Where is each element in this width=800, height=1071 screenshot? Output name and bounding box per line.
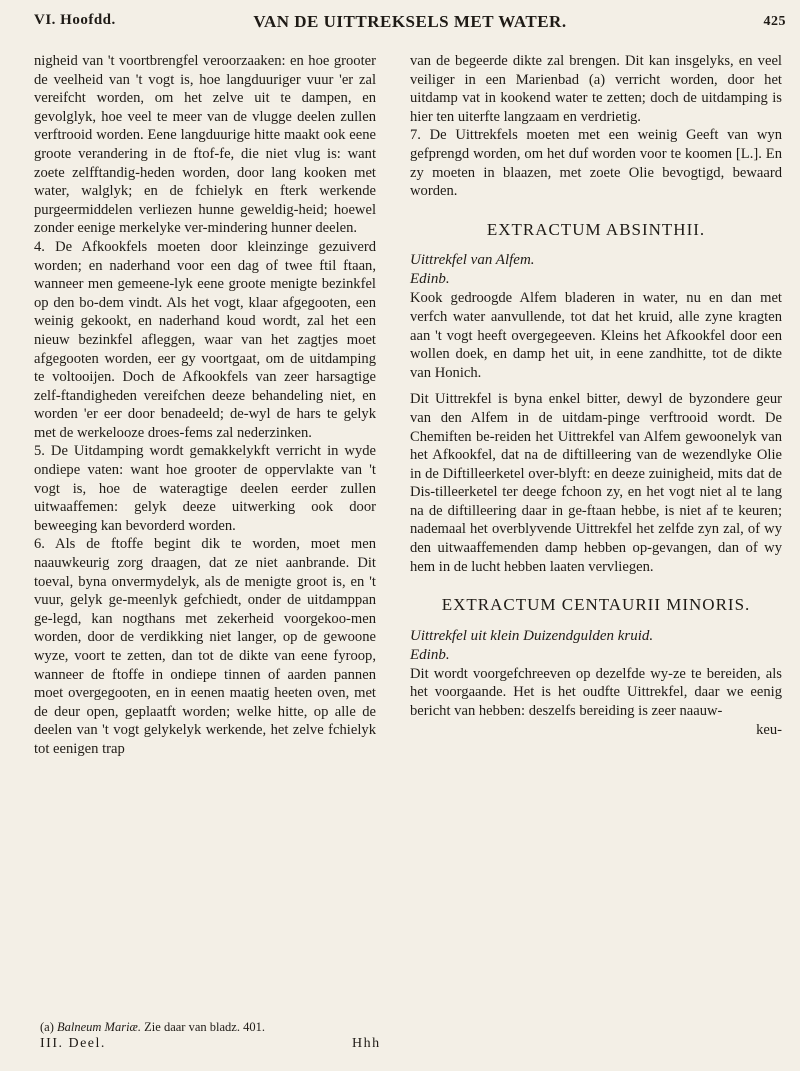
page-number: 425 (763, 14, 786, 29)
section-title: VAN DE UITTREKSELS MET WATER. (253, 12, 567, 31)
right-column (410, 52, 782, 739)
recipe-paragraph: Kook gedroogde Alfem bladeren in water, nu en dan met verfch water aanvullende, tot dat het kruid, alle zyne kragten aan 't vogt heeft overgegeeven. Kleins het Afkookfel door een wollen doek, en damp het uit, in eene zandhitte, tot de dikte van Honich. (410, 290, 782, 381)
running-head (34, 10, 786, 32)
extract-heading-absinthii: EXTRACTUM ABSINTHII. (486, 219, 706, 239)
footnote (40, 1020, 740, 1035)
footnote-marker: (a) (40, 1020, 54, 1034)
paragraph-item-5: 5. De Uitdamping wordt gemakkelykft verricht in wyde ondiepe vaten: want hoe grooter de oppervlakte van 't vogt is, hoe de wateragtige deelen eerder zullen uitwaaffemen: gelyk deeze uitwerking ook door beweeging kan bevorderd worden. (34, 443, 376, 534)
spacer (410, 382, 782, 390)
paragraph: van de begeerde dikte zal brengen. Dit kan insgelyks, en veel veiliger in een Marienbad (a) verricht worden, door het uitdamp vat in kookend water te zetten; doch de uitdamping is hier ten uiterfte langzaam en verdrietig. (410, 53, 782, 125)
catchword: keu- (756, 721, 782, 738)
paragraph-item-4: 4. De Afkookfels moeten door kleinzinge gezuiverd worden; en naderhand voor een dag of twee ftil ftaan, wanneer men gemeene-lyk eene groote menigte bezinkfel op den bo-dem vindt. Als het vogt, klaar afgegooten, een weinig gekookt, en naderhand koud wordt, zal het een nieuw bezinkfel afleggen, waar van het zagtjes moet afgegooten worden, eer gy voortgaat, om de uitdamping te voltooijen. Doch de Afkookfels van zeer harsagtige zelf-ftandigheden vereifchen deeze behandeling niet, en worden 'er eer door benadeeld; de-wyl de hars te gelyk met de werkelooze droes-fems zal nederzinken. (34, 238, 376, 441)
volume-label: III. Deel. (40, 1036, 106, 1051)
signature-mark: Hhh (352, 1036, 381, 1051)
extract-source: Edinb. (410, 646, 450, 663)
footnote-reference: Zie daar van bladz. 401. (144, 1020, 265, 1034)
chapter-label: VI. Hoofdd. (34, 12, 116, 28)
extract-subtitle: Uittrekfel van Alfem. (410, 252, 535, 269)
recipe-paragraph: Dit wordt voorgefchreeven op dezelfde wy-ze te bereiden, als het voorgaande. Het is het oudfte Uittrekfel, daar we eenig bericht van hebben: deszelfs bereiding is zeer naauw- (410, 665, 782, 720)
paragraph-item-7: 7. De Uittrekfels moeten met een weinig Geeft van wyn gefprengd worden, om het duf worden voor te koomen [L.]. En zy moeten in blaazen, met zoete Olie bevogtigd, bewaard worden. (410, 127, 782, 200)
signature-line (40, 1036, 760, 1058)
extract-heading-centaurii: EXTRACTUM CENTAURII MINORIS. (441, 595, 751, 615)
left-column (34, 52, 376, 759)
extract-source: Edinb. (410, 271, 450, 288)
commentary-paragraph: Dit Uittrekfel is byna enkel bitter, dewyl de byzondere geur van den Alfem in de uitdam-pinge verftrooid wordt. De Chemiften be-reiden het Uittrekfel van Alfem gewoonelyk van het Afkookfel, dat na de diftilleering van de wezendlyke Olie in de Diftilleerketel over-blyft: en deeze zuinigheid, mits dat de Dis-tilleerketel ter deege fchoon zy, en het vogt niet al te lang na de diftilleering daar in ge-ftaan hebbe, is niet af te keuren; nademaal het overblyvende Uittrekfel het zelfde zyn zal, of wy den uitwaaffemenden damp hebben op-gevangen, dan of wy hem in de lucht hebben laaten vervliegen. (410, 391, 782, 575)
paragraph-item-6: 6. Als de ftoffe begint dik te worden, moet men naauwkeurig zorg draagen, dat ze niet aanbrande. Dit toeval, byna onvermydelyk, als de menigte groot is, en 't vuur, gelyk ge-meenlyk gefchiedt, onder de uitdamppan ge-legd, kan nogthans met zekerheid voorgekoo-men worden, door de verdikking niet langer, op de gewoone wyze, voort te zetten, dan tot de dikte van eene fyroop, wanneer de ftoffe in ondiepe tinnen of aarden pannen moet overgegooten, en in eenen maatig heeten oven, met de deur open, geplaatft worden; welke hitte, op alle de deelen van 't vogt gelykelyk werkende, het zelve fchielyk tot eenigen trap (34, 536, 376, 757)
paragraph: nigheid van 't voortbrengfel veroorzaaken: en hoe grooter de veelheid van 't vogt is, hoe langduuriger vuur 'er zal vereifcht worden, om het zelve uit te dampen, en gevolglyk, hoe veel te meer van de vlugge deelen zullen verftrooid worden. Eene langduurige hitte maakt ook eene groote verandering in de ftof-fe, die niet vlug is: want zoete zelfftandig-heden worden, door lang kooken met water, walglyk; en de fchielyk en fterk werkende purgeermiddelen verliezen hunne geweldig-heid; hoewel zonder eenige merkelyke ver-mindering hunner deelen. (34, 53, 376, 237)
footnote-text: Balneum Mariæ. (57, 1020, 142, 1034)
extract-subtitle: Uittrekfel uit klein Duizendgulden kruid. (410, 627, 654, 644)
